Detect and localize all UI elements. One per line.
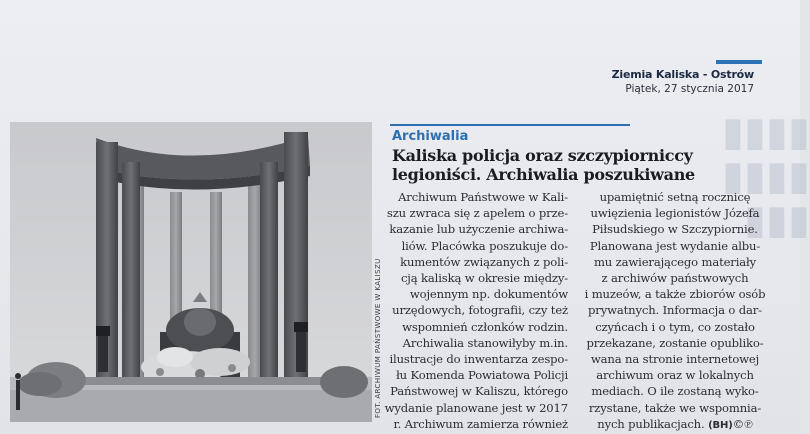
text-line: mu zawierającego materiały bbox=[593, 254, 757, 269]
author-signature: (BH) bbox=[708, 419, 733, 431]
headline-line: legioniści. Archiwalia poszukiwane bbox=[392, 165, 695, 184]
text-line: uwięzienia legionistów Józefa bbox=[590, 206, 760, 221]
text-line: i muzeów, a także zbiorów osób bbox=[584, 287, 766, 302]
text-line: Piłsudskiego w Szczypiornie. bbox=[592, 222, 758, 237]
text-line: upamiętnić setną rocznicę bbox=[599, 190, 751, 204]
text-line: Archiwalia stanowiłyby m.in. bbox=[402, 335, 568, 350]
text-line: rzystane, także we wspomnia- bbox=[588, 400, 762, 415]
text-line: Planowana jest wydanie albu- bbox=[589, 238, 761, 253]
rubric-rule bbox=[390, 124, 630, 126]
text-line: nych publikacjach. bbox=[597, 416, 705, 431]
photo-credit: FOT. ARCHIWUM PAŃSTWOWE W KALISZU bbox=[374, 258, 382, 418]
headline-line: Kaliska policja oraz szczypiorniccy bbox=[392, 146, 693, 165]
text-line: kazanie lub użyczenie archiwa- bbox=[389, 222, 568, 237]
section-title: Ziemia Kaliska - Ostrów bbox=[611, 68, 754, 81]
article-column-2 bbox=[584, 189, 774, 434]
text-line: wojennym np. dokumentów bbox=[409, 287, 568, 302]
text-line: Państwowej w Kaliszu, którego bbox=[390, 384, 568, 399]
text-line: prywatnych. Informacja o dar- bbox=[588, 303, 762, 318]
text-line: Archiwum Państwowe w Kali- bbox=[398, 190, 568, 204]
text-line: urzędowych, fotografii, czy też bbox=[392, 303, 568, 318]
text-line: archiwum oraz w lokalnych bbox=[596, 368, 754, 383]
issue-date: Piątek, 27 stycznia 2017 bbox=[625, 83, 754, 95]
text-line: szu zwraca się z apelem o prze- bbox=[386, 206, 568, 221]
text-line: r. Archiwum zamierza również bbox=[393, 416, 568, 431]
text-line: czyńcach i o tym, co zostało bbox=[595, 319, 755, 334]
monument-photo bbox=[10, 122, 372, 422]
text-line: z archiwów państwowych bbox=[601, 271, 749, 286]
text-line: przekazane, zostanie opubliko- bbox=[586, 335, 764, 350]
bleed-through-text: ▮▮▮▮ ▮▮▮▮ ▮▮▮ bbox=[721, 109, 810, 243]
article-column-1 bbox=[380, 189, 575, 432]
text-line: mediach. O ile zostaną wyko- bbox=[591, 384, 759, 399]
text-line-final bbox=[584, 416, 766, 434]
text-line: łu Komenda Powiatowa Policji bbox=[396, 368, 568, 383]
text-line: kumentów związanych z poli- bbox=[400, 254, 568, 269]
text-line: cją kaliską w okresie między- bbox=[400, 271, 568, 286]
text-line: wydanie planowane jest w 2017 bbox=[384, 400, 568, 415]
rubric-label: Archiwalia bbox=[392, 129, 469, 144]
text-line: wspomnień członków rodzin. bbox=[402, 319, 568, 334]
text-line: wana na stronie internetowej bbox=[590, 352, 760, 367]
text-line: ilustracje do inwentarza zespo- bbox=[389, 352, 568, 367]
article-headline bbox=[392, 146, 722, 184]
header-accent-bar bbox=[716, 60, 762, 64]
text-line: liów. Placówka poszukuje do- bbox=[401, 238, 568, 253]
copyright-marks: ©℗ bbox=[732, 416, 753, 431]
